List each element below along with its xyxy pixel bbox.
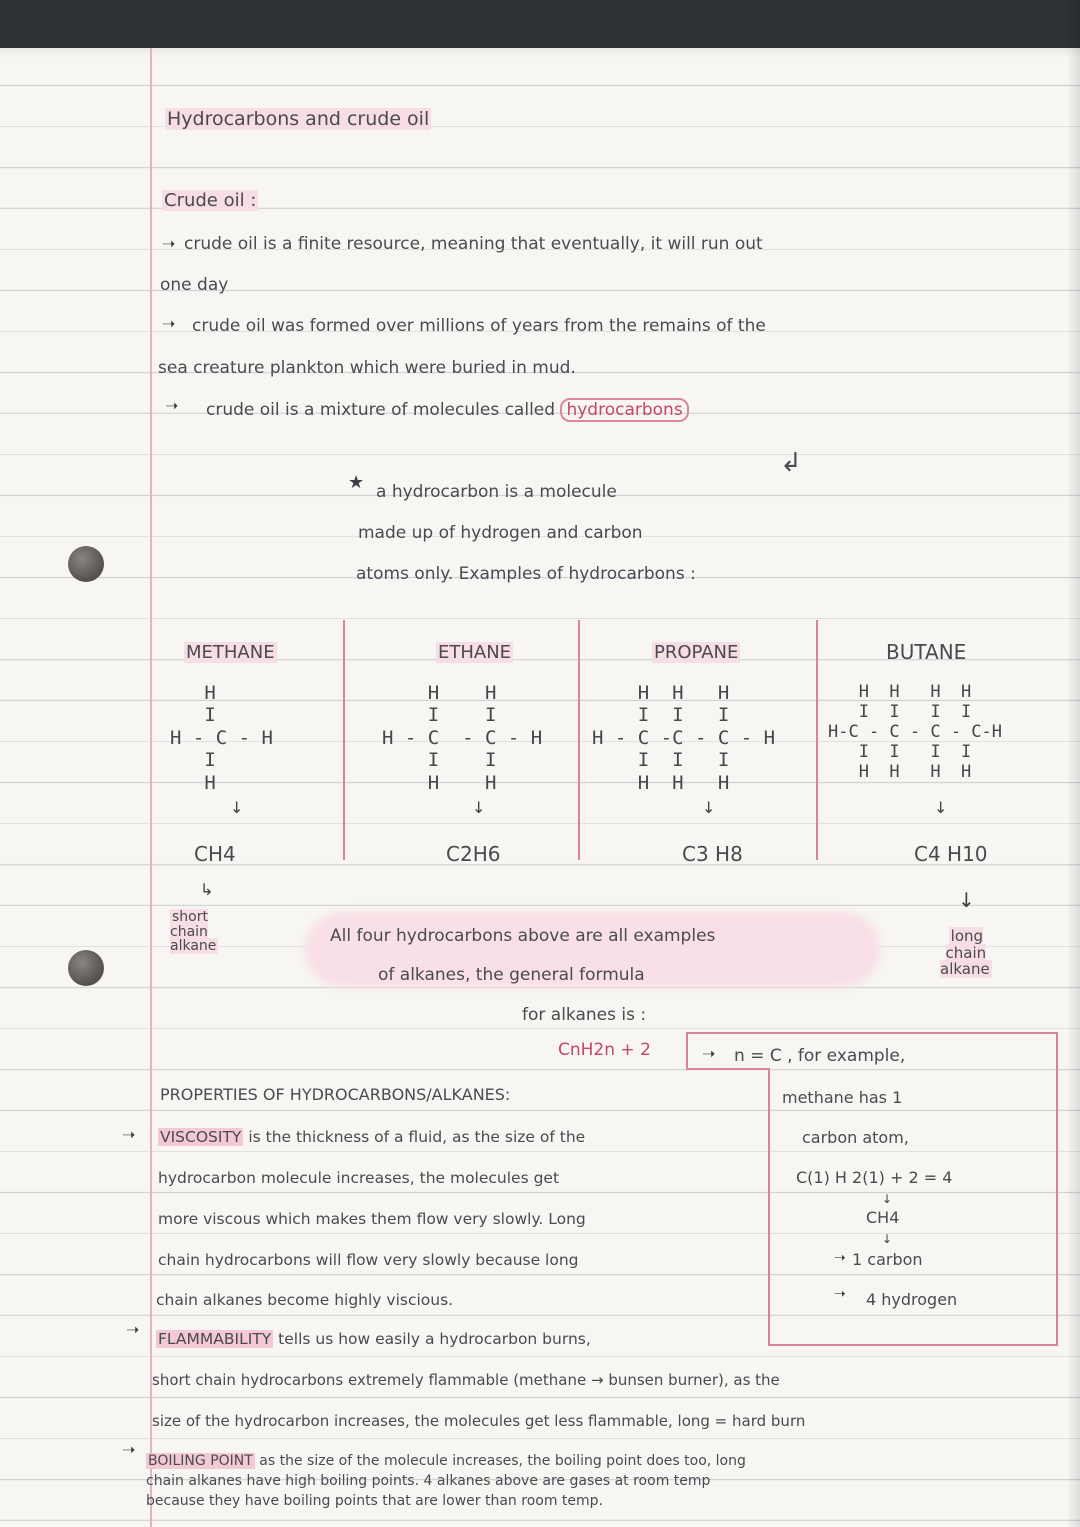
box-line-6: 1 carbon bbox=[852, 1250, 923, 1269]
crude-oil-line-2b: sea creature plankton which were buried in mud. bbox=[158, 358, 576, 378]
definition-line-1: a hydrocarbon is a molecule bbox=[376, 482, 617, 502]
methane-name: METHANE bbox=[186, 642, 275, 663]
box-line-d bbox=[686, 1068, 770, 1070]
box-line-b bbox=[686, 1032, 1058, 1034]
box-line-1: n = C , for example, bbox=[734, 1046, 906, 1066]
flammability-line-1 bbox=[156, 1332, 591, 1348]
arrow-down-icon: ↓ bbox=[958, 888, 975, 912]
methane-formula: CH4 bbox=[194, 842, 236, 866]
hydrocarbons-term: hydrocarbons bbox=[560, 398, 688, 422]
arrow-right-icon: ➝ bbox=[122, 1125, 136, 1144]
general-line-1: All four hydrocarbons above are all examples bbox=[330, 926, 716, 946]
arrow-down-icon: ↓ bbox=[882, 1192, 893, 1206]
properties-heading: PROPERTIES OF HYDROCARBONS/ALKANES: bbox=[160, 1085, 511, 1104]
boiling-term: BOILING POINT bbox=[148, 1453, 253, 1469]
crude-oil-line-3 bbox=[206, 402, 689, 419]
star-icon: ★ bbox=[348, 472, 365, 493]
viscosity-text-1: is the thickness of a fluid, as the size of the bbox=[248, 1128, 586, 1146]
arrow-right-icon: ➝ bbox=[834, 1250, 846, 1266]
box-line-a bbox=[686, 1032, 688, 1070]
arrow-right-icon: ➝ bbox=[162, 234, 176, 253]
propane-name: PROPANE bbox=[654, 642, 739, 663]
butane-name: BUTANE bbox=[886, 640, 967, 664]
arrow-right-icon: ➝ bbox=[165, 396, 179, 415]
margin-line bbox=[150, 48, 152, 1527]
boiling-line-3: because they have boiling points that are lower than room temp. bbox=[146, 1493, 604, 1509]
crude-oil-line-1b: one day bbox=[160, 275, 229, 295]
flammability-text-1: tells us how easily a hydrocarbon burns, bbox=[278, 1330, 591, 1348]
short-chain-note: short chain alkane bbox=[170, 909, 217, 955]
crude-oil-line-3-text: crude oil is a mixture of molecules called bbox=[206, 400, 556, 420]
definition-line-2: made up of hydrogen and carbon bbox=[358, 523, 643, 543]
long-chain-note: long chain alkane bbox=[940, 927, 990, 978]
table-divider-3 bbox=[816, 620, 818, 860]
propane-formula: C3 H8 bbox=[682, 842, 743, 866]
butane-formula: C4 H10 bbox=[914, 842, 988, 866]
arrow-down-icon: ↓ bbox=[882, 1232, 893, 1246]
flammability-line-3: size of the hydrocarbon increases, the molecules get less flammable, long = hard burn bbox=[152, 1412, 806, 1430]
page-edge-shadow bbox=[1066, 0, 1080, 1527]
methane-structure: H I H - C - H I H bbox=[170, 682, 273, 794]
ethane-structure: H H I I H - C - C - H I I H H bbox=[382, 682, 543, 794]
arrow-right-icon: ➝ bbox=[122, 1440, 136, 1459]
flammability-line-2: short chain hydrocarbons extremely flammable (methane → bunsen burner), as the bbox=[152, 1371, 780, 1389]
crude-oil-line-2: crude oil was formed over millions of years from the remains of the bbox=[192, 316, 766, 336]
viscosity-term: VISCOSITY bbox=[160, 1128, 242, 1146]
box-line-3: carbon atom, bbox=[802, 1128, 909, 1147]
arrow-right-icon: ➝ bbox=[162, 314, 176, 333]
arrow-right-icon: ➝ bbox=[702, 1044, 716, 1063]
viscosity-line-1 bbox=[158, 1130, 585, 1146]
box-line-4: C(1) H 2(1) + 2 = 4 bbox=[796, 1168, 953, 1187]
arrow-down-icon: ↓ bbox=[472, 798, 486, 817]
viscosity-line-2: hydrocarbon molecule increases, the molecules get bbox=[158, 1169, 560, 1187]
general-line-3: for alkanes is : bbox=[522, 1005, 647, 1025]
binder-hole-top bbox=[68, 546, 104, 582]
curved-arrow-icon: ↲ bbox=[780, 448, 802, 478]
crude-oil-heading: Crude oil : bbox=[164, 190, 257, 211]
arrow-down-icon: ↓ bbox=[230, 798, 244, 817]
boiling-line-2: chain alkanes have high boiling points. 4 alkanes above are gases at room temp bbox=[146, 1473, 711, 1489]
box-line-5: CH4 bbox=[866, 1208, 900, 1227]
flammability-term: FLAMMABILITY bbox=[158, 1330, 272, 1348]
arrow-right-icon: ➝ bbox=[126, 1320, 140, 1339]
boiling-text-1: as the size of the molecule increases, the boiling point does too, long bbox=[259, 1453, 746, 1469]
boiling-line-1 bbox=[146, 1454, 746, 1468]
viscosity-line-3: more viscous which makes them flow very slowly. Long bbox=[158, 1210, 586, 1228]
box-line-f bbox=[1056, 1032, 1058, 1346]
viscosity-line-5: chain alkanes become highly viscious. bbox=[156, 1291, 454, 1309]
page-title: Hydrocarbons and crude oil bbox=[167, 108, 430, 130]
arrow-down-icon: ↓ bbox=[934, 798, 948, 817]
box-line-c bbox=[768, 1068, 770, 1346]
arrow-down-icon: ↓ bbox=[702, 798, 716, 817]
definition-line-3: atoms only. Examples of hydrocarbons : bbox=[356, 564, 696, 584]
ethane-name: ETHANE bbox=[438, 642, 512, 663]
arrow-down-icon: ↳ bbox=[200, 880, 214, 899]
box-line-7: 4 hydrogen bbox=[866, 1290, 958, 1309]
general-formula: CnH2n + 2 bbox=[558, 1040, 651, 1060]
general-line-2: of alkanes, the general formula bbox=[378, 965, 645, 985]
viscosity-line-4: chain hydrocarbons will flow very slowly because long bbox=[158, 1251, 579, 1269]
butane-structure: H H H H I I I I H-C - C - C - C-H I I I I H H H H bbox=[828, 682, 1002, 783]
binder-hole-bottom bbox=[68, 950, 104, 986]
ethane-formula: C2H6 bbox=[446, 842, 501, 866]
arrow-right-icon: ➝ bbox=[834, 1286, 846, 1302]
propane-structure: H H H I I I H - C -C - C - H I I I H H H bbox=[592, 682, 776, 794]
crude-oil-line-1: crude oil is a finite resource, meaning that eventually, it will run out bbox=[184, 234, 763, 254]
table-divider-2 bbox=[578, 620, 580, 860]
box-line-e bbox=[768, 1344, 1058, 1346]
table-divider-1 bbox=[343, 620, 345, 860]
box-line-2: methane has 1 bbox=[782, 1088, 903, 1107]
